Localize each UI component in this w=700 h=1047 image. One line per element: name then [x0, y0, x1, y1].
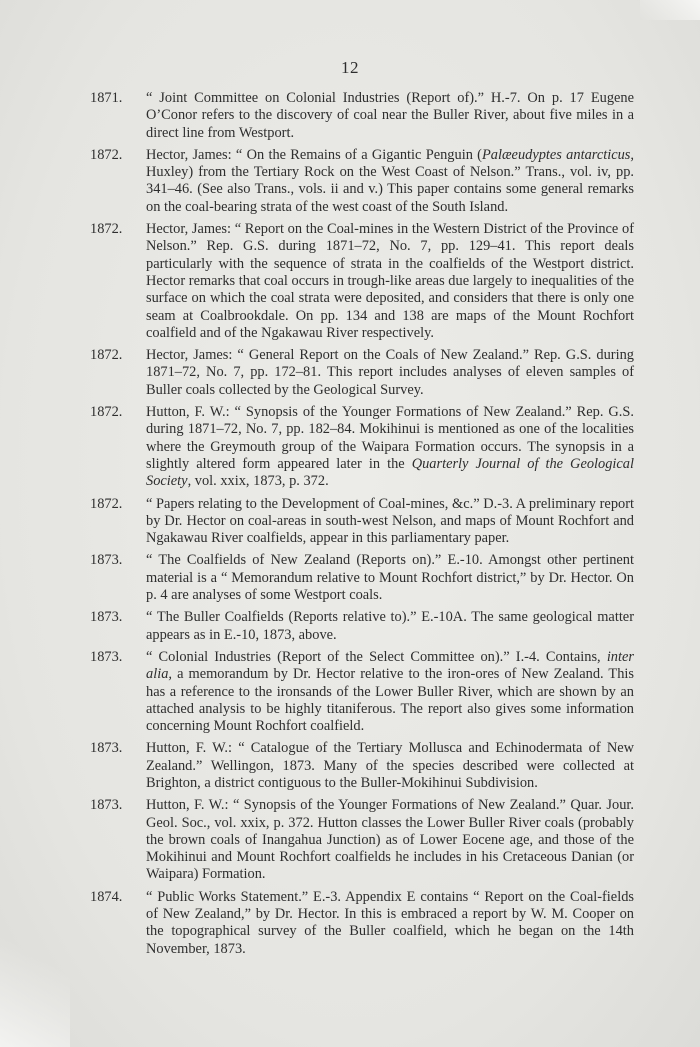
entry-text-span: Huxley) from the Tertiary Rock on the West Coast of Nelson.” Trans., vol. iv, pp. 341–46. (See also Trans., vols. ii and v.) This paper contains some general remarks on the coal-bearing strata of the west coast of the South Island. [146, 164, 634, 215]
bibliography-list [90, 90, 634, 963]
bibliography-entry [90, 221, 634, 342]
entry-year: 1873. [90, 552, 123, 569]
entry-year: 1872. [90, 221, 123, 238]
bibliography-entry [90, 404, 634, 490]
entry-text [146, 609, 634, 644]
entry-year: 1873. [90, 609, 123, 626]
entry-year: 1873. [90, 648, 123, 665]
entry-text-span: , vol. xxix, 1873, p. 372. [187, 473, 329, 490]
bibliography-entry [90, 552, 634, 604]
entry-year: 1874. [90, 888, 123, 905]
entry-text-span: Hutton, F. W.: “ Synopsis of the Younger Formations of New Zealand.” Rep. G.S. during 1871–72, No. 7, pp. 182–84. Mokihinui is mentioned as one of the localities where the Greymouth group of the Waipara Formation occurs. The synopsis in a slightly altered form appeared later in the [146, 404, 634, 472]
entry-text [146, 347, 634, 399]
entry-text-italic: inter alia, [146, 648, 634, 683]
page-corner-shading [0, 927, 70, 1047]
entry-text [146, 221, 634, 342]
page-corner-shading [640, 0, 700, 20]
entry-year: 1872. [90, 495, 123, 512]
entry-year: 1873. [90, 797, 123, 814]
entry-text [146, 552, 634, 604]
entry-year: 1871. [90, 90, 123, 106]
entry-text-span: “ Colonial Industries (Report of the Select Committee on).” I.-4. Contains, [146, 648, 607, 665]
entry-year: 1872. [90, 347, 123, 364]
entry-text-span: Hutton, F. W.: “ Catalogue of the Tertiary Mollusca and Echinodermata of New Zealand.” Wellingon, 1873. Many of the species described were collected at Brighton, a district contiguous to the Buller-Mokihinui Subdivision. [146, 740, 634, 791]
entry-text-italic: Palæeudyptes antarcticus, [481, 146, 634, 163]
entry-year: 1872. [90, 404, 123, 421]
entry-text [146, 90, 634, 142]
entry-text-span: Hector, James: “ General Report on the Coals of New Zealand.” Rep. G.S. during 1871–72, No. 7, pp. 172–81. This report includes analyses of eleven samples of Buller coals collected by the Geological Survey. [146, 347, 634, 398]
entry-year: 1873. [90, 740, 123, 757]
entry-text [146, 797, 634, 883]
entry-text-span: “ The Coalfields of New Zealand (Reports on).” E.-10. Amongst other pertinent material is a “ Memorandum relative to Mount Rochfort district,” by Dr. Hector. On p. 4 are analyses of some Westport coals. [146, 552, 634, 604]
bibliography-entry [90, 649, 634, 735]
entry-text-span: Hector, James: “ On the Remains of a Gigantic Penguin ( [146, 146, 482, 163]
entry-text [146, 496, 634, 548]
bibliography-entry [90, 740, 634, 792]
entry-text-span: Hector, James: “ Report on the Coal-mines in the Western District of the Province of Nelson.” Rep. G.S. during 1871–72, No. 7, pp. 129–41. This report deals particularly with the sequence of strata in the coalfields of the Westport district. Hector remarks that coal occurs in trough-like areas due largely to inequalities of the surface on which the coal strata were deposited, and considers that there is only one seam at Coalbrookdale. On pp. 134 and 138 are maps of the Mount Rochfort coalfield and of the Ngakawau River respectively. [146, 221, 634, 341]
entry-text-span: “ Papers relating to the Development of Coal-mines, &c.” D.-3. A preliminary report by Dr. Hector on coal-areas in south-west Nelson, and maps of Mount Rochfort and Ngakawau River coalfields, appear in this parliamentary paper. [146, 495, 634, 547]
entry-text [146, 404, 634, 490]
entry-text [146, 740, 634, 792]
entry-text-span: Hutton, F. W.: “ Synopsis of the Younger Formations of New Zealand.” Quar. Jour. Geol. Soc., vol. xxix, p. 372. Hutton classes the Lower Buller River coals (probably the brown coals of Inangahua Junction) as of Lower Eocene age, and those of the Mokihinui and Mount Rochfort coalfields he includes in his Cretaceous Danian (or Waipara) Formation. [146, 797, 634, 883]
entry-text [146, 649, 634, 735]
bibliography-entry [90, 496, 634, 548]
entry-text [146, 147, 634, 216]
entry-text-italic: Quarterly Journal of the Geological Society [146, 455, 634, 490]
entry-year: 1872. [90, 146, 123, 163]
bibliography-entry [90, 347, 634, 399]
bibliography-entry [90, 797, 634, 883]
bibliography-entry [90, 609, 634, 644]
bibliography-entry [90, 889, 634, 958]
entry-text-span: “ The Buller Coalfields (Reports relative to).” E.-10A. The same geological matter appears as in E.-10, 1873, above. [146, 609, 634, 643]
entry-text [146, 889, 634, 958]
entry-text-span: “ Public Works Statement.” E.-3. Appendix E contains “ Report on the Coal-fields of New Zealand,” by Dr. Hector. In this is embraced a report by W. M. Cooper on the topographical survey of the Buller coalfield, which he began on the 14th November, 1873. [146, 888, 634, 957]
bibliography-entry [90, 90, 634, 142]
bibliography-entry [90, 147, 634, 216]
page-number: 12 [341, 58, 359, 77]
entry-text-span: a memorandum by Dr. Hector relative to the iron-ores of New Zealand. This has a reference to the ironsands of the Lower Buller River, which are shown by an attached analysis to be highly titaniferous. The report also gives some information concerning Mount Rochfort coalfield. [146, 666, 634, 735]
entry-text-span: “ Joint Committee on Colonial Industries (Report of).” H.-7. On p. 17 Eugene O’Conor refers to the discovery of coal near the Buller River, about five miles in a direct line from Westport. [146, 90, 634, 141]
